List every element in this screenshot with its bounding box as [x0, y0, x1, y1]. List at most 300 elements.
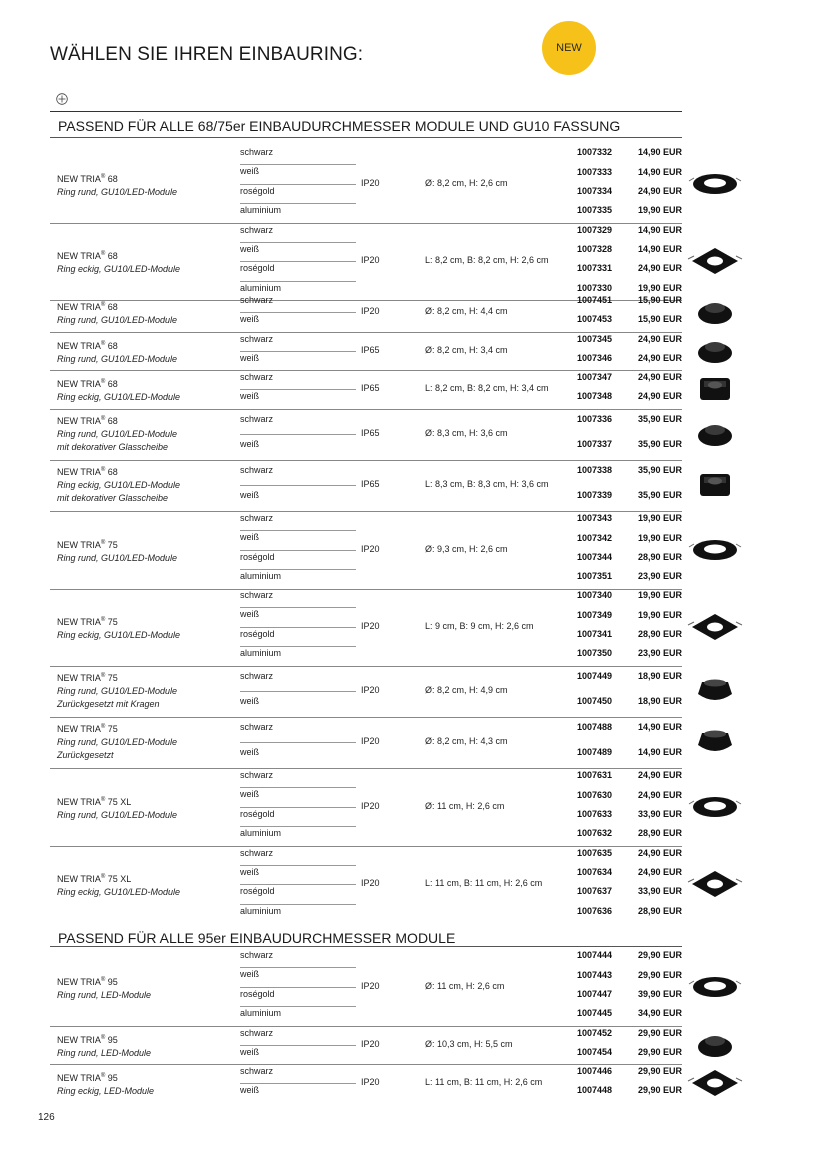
product-group — [50, 370, 682, 410]
product-group — [50, 145, 682, 224]
product-title — [57, 794, 177, 809]
variant-color: weiß — [240, 1046, 260, 1057]
recessed-collar-ring-icon — [686, 674, 744, 708]
dimensions: L: 8,3 cm, B: 8,3 cm, H: 3,6 cm — [425, 479, 549, 489]
price: 19,90 EUR — [638, 205, 683, 216]
article-number: 1007336 — [577, 413, 613, 424]
price: 35,90 EUR — [638, 464, 683, 475]
square-ip65-ring-icon — [686, 372, 744, 406]
article-number: 1007332 — [577, 147, 613, 158]
product-name — [57, 171, 177, 199]
ip-rating: IP65 — [361, 479, 380, 489]
round-95-ring-icon — [686, 970, 744, 1004]
variant-color: aluminium — [240, 828, 282, 839]
ip-rating: IP20 — [361, 620, 380, 631]
variant-color: aluminium — [240, 571, 282, 582]
article-number: 1007446 — [577, 1066, 613, 1077]
product-description: Ring rund, GU10/LED-Module — [57, 353, 178, 364]
registered-mark: ® — [100, 672, 106, 679]
price: 24,90 EUR — [638, 847, 683, 858]
ip-rating: IP65 — [361, 383, 380, 394]
round-ip65-ring-icon — [686, 334, 744, 368]
variant-color: roségold — [240, 184, 356, 204]
article-number: 1007338 — [577, 464, 613, 475]
article-number: 1007342 — [577, 532, 613, 543]
product-size: 75 — [107, 723, 118, 734]
section-title: PASSEND FÜR ALLE 68/75er EINBAUDURCHMESSER MODULE UND GU10 FASSUNG — [58, 118, 621, 134]
dimensions: L: 11 cm, B: 11 cm, H: 2,6 cm — [425, 878, 543, 889]
article-number: 1007489 — [577, 747, 613, 758]
product-title — [57, 413, 177, 428]
variant-color: schwarz — [240, 460, 356, 487]
product-description: Ring rund, GU10/LED-Module — [57, 315, 178, 326]
page-number: 126 — [38, 1112, 55, 1123]
variant-color: roségold — [240, 627, 356, 647]
product-description: Ring rund, GU10/LED-Module — [57, 428, 178, 439]
variant-color: weiß — [240, 747, 260, 757]
article-number: 1007330 — [577, 282, 613, 293]
product-description: mit dekorativer Glasscheibe — [57, 492, 169, 503]
product-line-name: NEW TRIA — [57, 302, 101, 313]
round-ip65-ring-icon — [686, 334, 744, 368]
product-description: Ring eckig, GU10/LED-Module — [57, 392, 181, 403]
ip-rating: IP20 — [361, 543, 380, 554]
product-group — [50, 332, 682, 372]
article-number: 1007340 — [577, 590, 613, 601]
product-title — [57, 871, 180, 886]
product-size: 68 — [107, 415, 118, 426]
variant-color: weiß — [240, 314, 260, 325]
article-number: 1007346 — [577, 352, 613, 363]
price: 18,90 EUR — [638, 696, 683, 707]
product-name — [57, 299, 177, 327]
price: 24,90 EUR — [638, 372, 683, 383]
product-description: Zurückgesetzt — [57, 749, 114, 760]
price: 18,90 EUR — [638, 670, 683, 681]
product-group — [50, 1064, 682, 1103]
variant-color: weiß — [240, 242, 356, 262]
variant-color: schwarz — [240, 145, 356, 165]
round-xl-ring-icon — [686, 790, 744, 824]
product-size: 75 — [107, 539, 118, 550]
variant-color: roségold — [240, 987, 356, 1007]
price: 24,90 EUR — [638, 185, 683, 196]
product-line-name: NEW TRIA — [57, 173, 101, 184]
variant-color: aluminium — [240, 1008, 282, 1019]
product-title — [57, 974, 151, 989]
registered-mark: ® — [100, 173, 106, 180]
product-description: Ring rund, GU10/LED-Module — [57, 736, 178, 747]
product-description: Ring eckig, GU10/LED-Module — [57, 887, 181, 898]
article-number: 1007635 — [577, 847, 613, 858]
price: 24,90 EUR — [638, 263, 683, 274]
dimensions: Ø: 8,2 cm, H: 4,3 cm — [425, 736, 508, 746]
price: 29,90 EUR — [638, 969, 683, 980]
price: 15,90 EUR — [638, 295, 683, 306]
article-number: 1007333 — [577, 166, 613, 177]
product-size: 75 — [107, 672, 118, 683]
product-size: 95 — [107, 1034, 118, 1045]
product-title — [57, 537, 177, 552]
round-95-deep-ring-icon — [686, 1028, 744, 1062]
registered-mark: ® — [100, 976, 106, 983]
product-description: Ring rund, GU10/LED-Module — [57, 552, 178, 563]
product-title — [57, 614, 180, 629]
article-number: 1007636 — [577, 905, 613, 916]
price: 19,90 EUR — [638, 609, 683, 620]
price: 23,90 EUR — [638, 648, 683, 659]
product-name — [57, 376, 180, 404]
price: 24,90 EUR — [638, 789, 683, 800]
article-number: 1007348 — [577, 391, 613, 402]
product-line-name: NEW TRIA — [57, 616, 101, 627]
registered-mark: ® — [100, 340, 106, 347]
article-number: 1007345 — [577, 333, 613, 344]
price: 29,90 EUR — [638, 1085, 683, 1096]
ip-rating: IP20 — [361, 177, 380, 188]
product-group — [50, 846, 682, 924]
article-number: 1007453 — [577, 314, 613, 325]
product-size: 68 — [107, 251, 118, 262]
product-title — [57, 299, 177, 314]
variant-color: schwarz — [240, 666, 356, 693]
square-flat-ring-icon — [686, 244, 744, 278]
product-description: Ring eckig, GU10/LED-Module — [57, 264, 181, 275]
ip-rating: IP20 — [361, 255, 380, 266]
product-line-name: NEW TRIA — [57, 874, 101, 885]
square-xl-ring-icon — [686, 867, 744, 901]
price: 28,90 EUR — [638, 828, 683, 839]
square-95-ring-icon — [686, 1066, 744, 1100]
variant-color: schwarz — [240, 1064, 356, 1084]
square-glass-ring-icon — [686, 468, 744, 502]
variant-color: weiß — [240, 967, 356, 987]
variant-color: schwarz — [240, 1026, 356, 1046]
round-glass-ring-icon — [686, 417, 744, 451]
product-line-name: NEW TRIA — [57, 340, 101, 351]
product-group — [50, 460, 682, 512]
article-number: 1007444 — [577, 950, 613, 961]
square-ip65-ring-icon — [686, 372, 744, 406]
price: 19,90 EUR — [638, 532, 683, 543]
article-number: 1007630 — [577, 789, 613, 800]
product-group — [50, 948, 682, 1027]
dimensions: Ø: 8,2 cm, H: 3,4 cm — [425, 344, 508, 355]
registered-mark: ® — [100, 539, 106, 546]
recessed-ring-icon — [686, 725, 744, 759]
price: 14,90 EUR — [638, 147, 683, 158]
article-number: 1007454 — [577, 1046, 613, 1057]
ip-rating: IP20 — [361, 1038, 380, 1049]
product-size: 68 — [107, 466, 118, 477]
article-number: 1007328 — [577, 244, 613, 255]
variant-color: aluminium — [240, 905, 282, 916]
variant-color: roségold — [240, 550, 356, 570]
product-name — [57, 464, 180, 505]
dimensions: Ø: 11 cm, H: 2,6 cm — [425, 800, 505, 811]
variant-color: schwarz — [240, 223, 356, 243]
product-name — [57, 537, 177, 565]
variant-color: schwarz — [240, 768, 356, 788]
price: 35,90 EUR — [638, 413, 683, 424]
article-number: 1007344 — [577, 551, 613, 562]
section-divider — [50, 946, 682, 947]
round-95-ring-icon — [686, 970, 744, 1004]
product-title — [57, 171, 177, 186]
round-flat-ring-icon — [686, 533, 744, 567]
variant-color: schwarz — [240, 511, 356, 531]
product-line-name: NEW TRIA — [57, 379, 101, 390]
product-group — [50, 409, 682, 461]
variant-color: schwarz — [240, 846, 356, 866]
price: 15,90 EUR — [638, 314, 683, 325]
product-line-name: NEW TRIA — [57, 539, 101, 550]
product-size: 95 — [107, 976, 118, 987]
price: 29,90 EUR — [638, 1066, 683, 1077]
round-deep-ring-icon — [686, 295, 744, 329]
article-number: 1007351 — [577, 571, 613, 582]
variant-color: schwarz — [240, 370, 356, 390]
article-number: 1007452 — [577, 1027, 613, 1038]
product-title — [57, 721, 177, 736]
price: 14,90 EUR — [638, 224, 683, 235]
product-name — [57, 248, 180, 276]
product-size: 68 — [107, 302, 118, 313]
round-xl-ring-icon — [686, 790, 744, 824]
dimensions: Ø: 10,3 cm, H: 5,5 cm — [425, 1038, 513, 1049]
product-description: Ring eckig, GU10/LED-Module — [57, 479, 181, 490]
article-number: 1007349 — [577, 609, 613, 620]
dimensions: L: 8,2 cm, B: 8,2 cm, H: 2,6 cm — [425, 255, 549, 266]
product-line-name: NEW TRIA — [57, 796, 101, 807]
article-number: 1007445 — [577, 1008, 613, 1019]
product-title — [57, 670, 177, 685]
price: 19,90 EUR — [638, 513, 683, 524]
product-name — [57, 1032, 151, 1060]
registered-mark: ® — [100, 796, 106, 803]
ip-rating: IP65 — [361, 344, 380, 355]
ip-rating: IP20 — [361, 1077, 380, 1088]
registered-mark: ® — [100, 415, 106, 422]
article-number: 1007449 — [577, 670, 613, 681]
dimensions: L: 9 cm, B: 9 cm, H: 2,6 cm — [425, 620, 534, 631]
price: 39,90 EUR — [638, 988, 683, 999]
price: 19,90 EUR — [638, 590, 683, 601]
product-line-name: NEW TRIA — [57, 976, 101, 987]
product-size: 75 — [107, 616, 118, 627]
price: 24,90 EUR — [638, 391, 683, 402]
dimensions: Ø: 8,2 cm, H: 4,9 cm — [425, 685, 508, 695]
article-number: 1007634 — [577, 867, 613, 878]
square-xl-ring-icon — [686, 867, 744, 901]
registered-mark: ® — [100, 616, 106, 623]
price: 14,90 EUR — [638, 166, 683, 177]
product-size: 68 — [107, 340, 118, 351]
product-name — [57, 871, 180, 899]
product-group — [50, 223, 682, 302]
recessed-collar-ring-icon — [686, 674, 744, 708]
variant-color: schwarz — [240, 409, 356, 436]
price: 28,90 EUR — [638, 551, 683, 562]
product-description: Ring eckig, LED-Module — [57, 1086, 155, 1097]
price: 35,90 EUR — [638, 439, 683, 450]
article-number: 1007335 — [577, 205, 613, 216]
variant-color: weiß — [240, 865, 356, 885]
variant-color: schwarz — [240, 332, 356, 352]
price: 29,90 EUR — [638, 950, 683, 961]
product-description: Zurückgesetzt mit Kragen — [57, 698, 160, 709]
article-number: 1007633 — [577, 808, 613, 819]
price: 24,90 EUR — [638, 770, 683, 781]
article-number: 1007632 — [577, 828, 613, 839]
price: 23,90 EUR — [638, 571, 683, 582]
product-title — [57, 376, 180, 391]
product-description: Ring rund, GU10/LED-Module — [57, 809, 178, 820]
variant-color: weiß — [240, 352, 260, 363]
product-group — [50, 717, 682, 769]
variant-color: weiß — [240, 530, 356, 550]
registered-mark: ® — [100, 723, 106, 730]
variant-color: weiß — [240, 787, 356, 807]
round-flat-ring-icon — [686, 167, 744, 201]
article-number: 1007331 — [577, 263, 613, 274]
product-title — [57, 248, 180, 263]
product-title — [57, 1070, 154, 1085]
product-size: 95 — [107, 1073, 118, 1084]
price: 24,90 EUR — [638, 352, 683, 363]
dimensions: Ø: 8,3 cm, H: 3,6 cm — [425, 428, 508, 438]
registered-mark: ® — [100, 466, 106, 473]
variant-color: roségold — [240, 261, 356, 281]
round-glass-ring-icon — [686, 417, 744, 451]
round-flat-ring-icon — [686, 533, 744, 567]
product-name — [57, 721, 177, 762]
product-name — [57, 614, 180, 642]
page-title: WÄHLEN SIE IHREN EINBAURING: — [50, 44, 364, 65]
dimensions: Ø: 8,2 cm, H: 2,6 cm — [425, 177, 508, 188]
product-group — [50, 511, 682, 590]
section-divider — [50, 137, 682, 138]
price: 14,90 EUR — [638, 244, 683, 255]
product-size: 68 — [107, 379, 118, 390]
square-flat-ring-icon — [686, 610, 744, 644]
article-number: 1007488 — [577, 721, 613, 732]
square-flat-ring-icon — [686, 610, 744, 644]
variant-color: schwarz — [240, 948, 356, 968]
product-name — [57, 670, 177, 711]
article-number: 1007450 — [577, 696, 613, 707]
round-flat-ring-icon — [686, 167, 744, 201]
product-name — [57, 794, 177, 822]
product-line-name: NEW TRIA — [57, 466, 101, 477]
product-line-name: NEW TRIA — [57, 1034, 101, 1045]
product-title — [57, 338, 177, 353]
product-name — [57, 413, 177, 454]
recessed-ring-icon — [686, 725, 744, 759]
ip-rating: IP65 — [361, 428, 380, 438]
price: 33,90 EUR — [638, 808, 683, 819]
registered-mark: ® — [100, 302, 106, 309]
product-description: Ring eckig, GU10/LED-Module — [57, 629, 181, 640]
round-95-deep-ring-icon — [686, 1028, 744, 1062]
article-number: 1007347 — [577, 372, 613, 383]
product-line-name: NEW TRIA — [57, 672, 101, 683]
product-line-name: NEW TRIA — [57, 251, 101, 262]
product-description: Ring rund, GU10/LED-Module — [57, 186, 178, 197]
product-size: 75 XL — [107, 796, 132, 807]
ip-rating: IP20 — [361, 800, 380, 811]
product-group — [50, 588, 682, 667]
article-number: 1007343 — [577, 513, 613, 524]
product-line-name: NEW TRIA — [57, 415, 101, 426]
product-name — [57, 1070, 154, 1098]
price: 33,90 EUR — [638, 886, 683, 897]
price: 29,90 EUR — [638, 1027, 683, 1038]
product-group — [50, 1026, 682, 1066]
article-number: 1007447 — [577, 988, 613, 999]
variant-color: roségold — [240, 807, 356, 827]
variant-color: schwarz — [240, 717, 356, 744]
ip-rating: IP20 — [361, 736, 380, 746]
section-title: PASSEND FÜR ALLE 95er EINBAUDURCHMESSER MODULE — [58, 930, 456, 946]
price: 28,90 EUR — [638, 628, 683, 639]
product-title — [57, 1032, 151, 1047]
registered-mark: ® — [100, 1073, 106, 1080]
article-number: 1007448 — [577, 1085, 613, 1096]
dimensions: L: 8,2 cm, B: 8,2 cm, H: 3,4 cm — [425, 383, 549, 394]
article-number: 1007337 — [577, 439, 613, 450]
product-name — [57, 338, 177, 366]
registered-mark: ® — [100, 874, 106, 881]
article-number: 1007334 — [577, 185, 613, 196]
product-size: 68 — [107, 173, 118, 184]
round-deep-ring-icon — [686, 295, 744, 329]
variant-color: weiß — [240, 696, 260, 706]
price: 34,90 EUR — [638, 1008, 683, 1019]
variant-color: schwarz — [240, 293, 356, 313]
article-number: 1007341 — [577, 628, 613, 639]
variant-color: weiß — [240, 490, 260, 500]
price: 28,90 EUR — [638, 905, 683, 916]
article-number: 1007637 — [577, 886, 613, 897]
price: 24,90 EUR — [638, 333, 683, 344]
product-group — [50, 768, 682, 847]
product-description: Ring rund, GU10/LED-Module — [57, 685, 178, 696]
ip-rating: IP20 — [361, 306, 380, 317]
article-number: 1007339 — [577, 490, 613, 501]
dimensions: Ø: 8,2 cm, H: 4,4 cm — [425, 306, 508, 317]
variant-color: aluminium — [240, 648, 282, 659]
square-glass-ring-icon — [686, 468, 744, 502]
square-flat-ring-icon — [686, 244, 744, 278]
article-number: 1007451 — [577, 295, 613, 306]
plus-circle-icon — [56, 93, 68, 105]
variant-color: weiß — [240, 1085, 260, 1096]
ip-rating: IP20 — [361, 685, 380, 695]
variant-color: weiß — [240, 439, 260, 449]
price: 14,90 EUR — [638, 721, 683, 732]
price: 29,90 EUR — [638, 1046, 683, 1057]
variant-color: aluminium — [240, 205, 282, 216]
top-divider — [50, 111, 682, 112]
dimensions: L: 11 cm, B: 11 cm, H: 2,6 cm — [425, 1077, 543, 1088]
product-title — [57, 464, 180, 479]
product-description: mit dekorativer Glasscheibe — [57, 441, 169, 452]
article-number: 1007443 — [577, 969, 613, 980]
ip-rating: IP20 — [361, 980, 380, 991]
product-name — [57, 974, 151, 1002]
variant-color: weiß — [240, 164, 356, 184]
